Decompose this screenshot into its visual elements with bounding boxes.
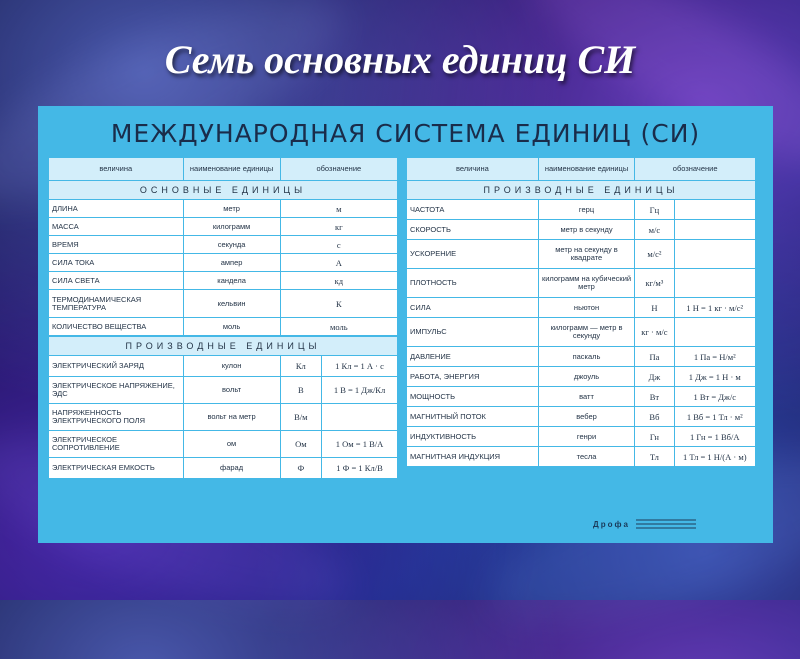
definition-cell: 1 Кл = 1 А · с: [322, 356, 397, 376]
table-row: [49, 254, 397, 271]
unit-name-cell: герц: [539, 200, 635, 219]
symbol-cell: Гн: [635, 427, 673, 446]
table-row: [49, 290, 397, 317]
table-row: [49, 200, 397, 217]
definition-cell: 1 Гн = 1 Вб/А: [675, 427, 755, 446]
unit-name-cell: кандела: [184, 272, 280, 289]
quantity-cell: СИЛА: [407, 298, 538, 317]
unit-name-cell: килограмм на кубический метр: [539, 269, 635, 297]
quantity-cell: ЭЛЕКТРИЧЕСКОЕ НАПРЯЖЕНИЕ, ЭДС: [49, 377, 183, 403]
table-row: [49, 431, 397, 457]
table-row: [49, 318, 397, 335]
definition-cell: [675, 220, 755, 239]
unit-name-cell: ом: [184, 431, 280, 457]
symbol-cell: кг · м/с: [635, 318, 673, 346]
section-derived-units: ПРОИЗВОДНЫЕ ЕДИНИЦЫ: [49, 337, 397, 355]
quantity-cell: МАГНИТНАЯ ИНДУКЦИЯ: [407, 447, 538, 466]
quantity-cell: КОЛИЧЕСТВО ВЕЩЕСТВА: [49, 318, 183, 335]
table-row: [407, 269, 755, 297]
unit-name-cell: метр: [184, 200, 280, 217]
unit-name-cell: ампер: [184, 254, 280, 271]
unit-name-cell: кельвин: [184, 290, 280, 317]
quantity-cell: НАПРЯЖЕННОСТЬ ЭЛЕКТРИЧЕСКОГО ПОЛЯ: [49, 404, 183, 430]
header-symbol: обозначение: [635, 158, 755, 180]
definition-cell: 1 Вт = Дж/с: [675, 387, 755, 406]
symbol-cell: Вт: [635, 387, 673, 406]
left-derived-units-table: [48, 336, 398, 479]
quantity-cell: ЭЛЕКТРИЧЕСКАЯ ЕМКОСТЬ: [49, 458, 183, 478]
quantity-cell: ЭЛЕКТРИЧЕСКОЕ СОПРОТИВЛЕНИЕ: [49, 431, 183, 457]
quantity-cell: ИНДУКТИВНОСТЬ: [407, 427, 538, 446]
unit-name-cell: генри: [539, 427, 635, 446]
unit-name-cell: килограмм — метр в секунду: [539, 318, 635, 346]
definition-cell: 1 Па = Н/м²: [675, 347, 755, 366]
symbol-cell: м: [281, 200, 397, 217]
quantity-cell: ПЛОТНОСТЬ: [407, 269, 538, 297]
unit-name-cell: вольт на метр: [184, 404, 280, 430]
symbol-cell: Тл: [635, 447, 673, 466]
symbol-cell: Гц: [635, 200, 673, 219]
table-row: [407, 407, 755, 426]
table-row: [407, 347, 755, 366]
definition-cell: [675, 318, 755, 346]
table-row: [49, 272, 397, 289]
quantity-cell: СИЛА СВЕТА: [49, 272, 183, 289]
quantity-cell: СИЛА ТОКА: [49, 254, 183, 271]
publisher-logo: Дрофа: [593, 519, 630, 529]
table-row: [49, 404, 397, 430]
symbol-cell: м/с²: [635, 240, 673, 268]
unit-name-cell: тесла: [539, 447, 635, 466]
symbol-cell: кд: [281, 272, 397, 289]
unit-name-cell: моль: [184, 318, 280, 335]
quantity-cell: СКОРОСТЬ: [407, 220, 538, 239]
symbol-cell: Па: [635, 347, 673, 366]
unit-name-cell: ньютон: [539, 298, 635, 317]
publisher-fine-print: [636, 519, 696, 529]
header-quantity: величина: [407, 158, 538, 180]
symbol-cell: Ом: [281, 431, 321, 457]
definition-cell: 1 Н = 1 кг · м/с²: [675, 298, 755, 317]
quantity-cell: ЧАСТОТА: [407, 200, 538, 219]
definition-cell: [675, 200, 755, 219]
definition-cell: 1 В = 1 Дж/Кл: [322, 377, 397, 403]
definition-cell: 1 Ф = 1 Кл/В: [322, 458, 397, 478]
quantity-cell: МАССА: [49, 218, 183, 235]
quantity-cell: МОЩНОСТЬ: [407, 387, 538, 406]
definition-cell: 1 Дж = 1 Н · м: [675, 367, 755, 386]
table-row: [407, 447, 755, 466]
unit-name-cell: кулон: [184, 356, 280, 376]
definition-cell: 1 Тл = 1 Н/(А · м): [675, 447, 755, 466]
quantity-cell: РАБОТА, ЭНЕРГИЯ: [407, 367, 538, 386]
definition-cell: [675, 240, 755, 268]
symbol-cell: кг: [281, 218, 397, 235]
table-row: [407, 240, 755, 268]
definition-cell: 1 Ом = 1 В/А: [322, 431, 397, 457]
table-row: [407, 318, 755, 346]
unit-name-cell: метр на секунду в квадрате: [539, 240, 635, 268]
table-row: [49, 236, 397, 253]
symbol-cell: кг/м³: [635, 269, 673, 297]
unit-name-cell: фарад: [184, 458, 280, 478]
table-row: [407, 298, 755, 317]
right-derived-units-table: [406, 157, 756, 467]
section-derived-units: ПРОИЗВОДНЫЕ ЕДИНИЦЫ: [407, 181, 755, 199]
section-basic-units: ОСНОВНЫЕ ЕДИНИЦЫ: [49, 181, 397, 199]
symbol-cell: К: [281, 290, 397, 317]
symbol-cell: Н: [635, 298, 673, 317]
poster-heading: МЕЖДУНАРОДНАЯ СИСТЕМА ЕДИНИЦ (СИ): [110, 119, 701, 148]
unit-name-cell: паскаль: [539, 347, 635, 366]
symbol-cell: Вб: [635, 407, 673, 426]
table-row: [407, 427, 755, 446]
symbol-cell: В/м: [281, 404, 321, 430]
quantity-cell: ЭЛЕКТРИЧЕСКИЙ ЗАРЯД: [49, 356, 183, 376]
right-table-column: [406, 157, 756, 479]
table-row: [407, 200, 755, 219]
quantity-cell: ДЛИНА: [49, 200, 183, 217]
unit-name-cell: килограмм: [184, 218, 280, 235]
quantity-cell: ВРЕМЯ: [49, 236, 183, 253]
definition-cell: [322, 404, 397, 430]
table-row: [407, 220, 755, 239]
publisher-footer: [593, 517, 743, 531]
symbol-cell: В: [281, 377, 321, 403]
header-quantity: величина: [49, 158, 183, 180]
si-units-poster: [38, 106, 773, 543]
unit-name-cell: вольт: [184, 377, 280, 403]
symbol-cell: моль: [281, 318, 397, 335]
header-symbol: обозначение: [281, 158, 397, 180]
symbol-cell: Ф: [281, 458, 321, 478]
quantity-cell: УСКОРЕНИЕ: [407, 240, 538, 268]
unit-name-cell: секунда: [184, 236, 280, 253]
table-row: [407, 367, 755, 386]
table-row: [49, 458, 397, 478]
unit-name-cell: вебер: [539, 407, 635, 426]
table-row: [407, 387, 755, 406]
quantity-cell: ТЕРМОДИНАМИЧЕСКАЯ ТЕМПЕРАТУРА: [49, 290, 183, 317]
symbol-cell: с: [281, 236, 397, 253]
table-row: [49, 218, 397, 235]
slide-title: Семь основных единиц СИ: [164, 37, 636, 82]
definition-cell: 1 Вб = 1 Тл · м²: [675, 407, 755, 426]
basic-units-table: [48, 157, 398, 336]
unit-name-cell: джоуль: [539, 367, 635, 386]
symbol-cell: Кл: [281, 356, 321, 376]
symbol-cell: м/с: [635, 220, 673, 239]
header-unit-name: наименование единицы: [184, 158, 280, 180]
unit-name-cell: ватт: [539, 387, 635, 406]
left-table-column: [48, 157, 398, 479]
table-row: [49, 356, 397, 376]
table-row: [49, 377, 397, 403]
quantity-cell: МАГНИТНЫЙ ПОТОК: [407, 407, 538, 426]
header-unit-name: наименование единицы: [539, 158, 635, 180]
symbol-cell: А: [281, 254, 397, 271]
definition-cell: [675, 269, 755, 297]
quantity-cell: ДАВЛЕНИЕ: [407, 347, 538, 366]
symbol-cell: Дж: [635, 367, 673, 386]
quantity-cell: ИМПУЛЬС: [407, 318, 538, 346]
unit-name-cell: метр в секунду: [539, 220, 635, 239]
